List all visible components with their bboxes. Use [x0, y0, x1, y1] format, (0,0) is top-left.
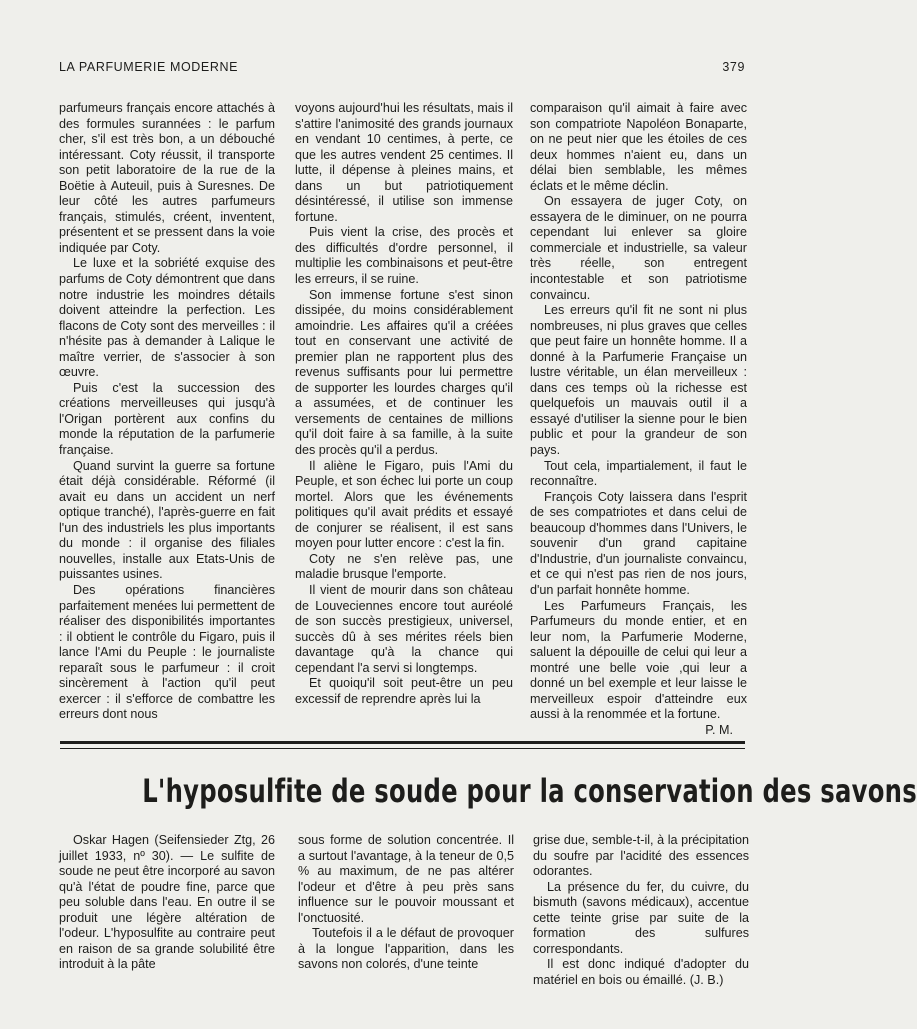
paragraph: Puis vient la crise, des procès et des difficultés d'ordre personnel, il multiplie les combinaisons et peut-être les erreurs, il se ruine. [295, 225, 513, 287]
article2-column-2 [298, 833, 514, 973]
paragraph: La présence du fer, du cuivre, du bismuth (savons médicaux), accentue cette teinte grise par suite de la formation des sulfures correspondants. [533, 879, 749, 956]
paragraph: parfumeurs français encore attachés à des formules surannées : le parfum cher, s'il est très bon, a un débouché intéressant. Coty réussit, il transporte son petit laboratoire de la rue de la Boëtie à Auteuil, puis à Suresnes. De leur côté les autres parfumeurs français, stimulés, créent, inventent, présentent et se pressent dans la voie indiquée par Coty. [59, 101, 275, 255]
divider-thin [60, 748, 745, 749]
journal-title: LA PARFUMERIE MODERNE [59, 60, 239, 74]
divider-thick [60, 741, 745, 744]
paragraph: Coty ne s'en relève pas, une maladie brusque l'emporte. [295, 551, 513, 582]
article2-column-1 [59, 833, 275, 973]
paragraph: Tout cela, impartialement, il faut le reconnaître. [530, 458, 747, 489]
paragraph: Il vient de mourir dans son château de Louveciennes encore tout auréolé de son succès prestigieux, universel, succès dû à ses mérites réels bien davantage qu'à la chance qui cependant l'a servi si longtemps. [295, 582, 513, 675]
paragraph: Les Parfumeurs Français, les Parfumeurs du monde entier, et en leur nom, la Parfumerie Moderne, saluent la dépouille de celui qui leur a montré une belle voie ,qui leur a donné un bel exemple et leur laisse le merveilleux espoir d'atteindre eux aussi à la renommée et la fortune. [530, 598, 747, 722]
paragraph: François Coty laissera dans l'esprit de ses compatriotes et dans celui de beaucoup d'hommes dans l'Univers, le souvenir d'un grand capitaine d'Industrie, d'un journaliste convaincu, et ce qui n'est pas rien de nos jours, d'un parfait honnête homme. [530, 489, 747, 597]
paragraph: sous forme de solution concentrée. Il a surtout l'avantage, à la teneur de 0,5 % au maximum, de ne pas altérer l'odeur et d'être à peu près sans influence sur le pouvoir moussant et l'onctuosité. [298, 833, 514, 925]
paragraph: Son immense fortune s'est sinon dissipée, du moins considérablement amoindrie. Les affaires qu'il a créées tout en conservant une activité de premier plan ne rapportent plus des revenus suffisants pour lui permettre de supporter les lourdes charges qu'il a assumées, et de continuer les versements de centaines de millions qu'il doit faire à sa famille, à la suite des procès qu'il a perdus. [295, 287, 513, 458]
paragraph: Oskar Hagen (Seifensieder Ztg, 26 juillet 1933, nº 30). — Le sulfite de soude ne peut être incorporé au savon qu'à l'état de poudre fine, parce que peu soluble dans l'eau. En outre il se produit une légère altération de l'odeur. L'hyposulfite au contraire peut en raison de sa grande solubilité être introduit à la pâte [59, 833, 275, 972]
running-head [59, 60, 745, 78]
paragraph: Des opérations financières parfaitement menées lui permettent de réaliser des disponibilités importantes : il obtient le contrôle du Figaro, puis il lance l'Ami du Peuple : le journaliste reparaît sous le parfumeur : il croit sincèrement à l'action qu'il peut exercer : il s'efforce de combattre les erreurs dont nous [59, 582, 275, 722]
signature: P. M. [705, 722, 733, 737]
paragraph: Il est donc indiqué d'adopter du matériel en bois ou émaillé. (J. B.) [533, 957, 749, 987]
paragraph: comparaison qu'il aimait à faire avec son compatriote Napoléon Bonaparte, on ne peut nier que les étoiles de ces deux hommes n'aient eu, dans un délai bien semblable, les mêmes éclats et le même déclin. [530, 101, 747, 193]
article1-column-2 [295, 101, 513, 707]
paragraph: voyons aujourd'hui les résultats, mais il s'attire l'animosité des grands journaux en vendant 10 centimes, à perte, ce que les autres vendent 25 centimes. Il lutte, il dépense à pleines mains, et dans un but patriotiquement désintéressé, il utilise son immense fortune. [295, 101, 513, 224]
article2-column-3 [533, 833, 749, 988]
article1-column-3 [530, 101, 747, 738]
paragraph: Il aliène le Figaro, puis l'Ami du Peuple, et son échec lui porte un coup mortel. Alors que les événements politiques qu'il avait prédits et essayé de conjurer se réalisent, il est sans moyen pour lutter encore : c'est la fin. [295, 458, 513, 551]
paragraph: Puis c'est la succession des créations merveilleuses qui jusqu'à l'Origan portèrent aux confins du monde la réputation de la parfumerie française. [59, 380, 275, 458]
article-title: L'hyposulfite de soude pour la conservation des savons [142, 772, 917, 810]
article1-column-1 [59, 101, 275, 723]
paragraph: Quand survint la guerre sa fortune était déjà considérable. Réformé (il avait eu dans un accident un nerf optique tranché), l'après-guerre en fait l'un des industriels les plus importants du monde : il organise des filiales nouvelles, installe aux Etats-Unis de puissantes usines. [59, 458, 275, 582]
paragraph: Les erreurs qu'il fit ne sont ni plus nombreuses, ni plus graves que celles que peut faire un honnête homme. Il a donné à la Parfumerie Française un lustre véritable, un élan merveilleux : dans ces temps où la richesse est quelquefois un mauvais outil il a essayé d'utiliser la sienne pour le bien public et pour la grandeur de son pays. [530, 303, 747, 458]
paragraph: On essayera de juger Coty, on essayera de le diminuer, on ne pourra cependant lui enlever sa gloire commerciale et industrielle, sa valeur très réelle, son entregent incontestable et son patriotisme convaincu. [530, 194, 747, 302]
paragraph: grise due, semble-t-il, à la précipitation du soufre par l'acidité des essences odorantes. [533, 833, 749, 879]
paragraph: Toutefois il a le défaut de provoquer à la longue l'apparition, dans les savons non colorés, d'une teinte [298, 926, 514, 972]
paragraph: Le luxe et la sobriété exquise des parfums de Coty démontrent que dans notre industrie les moindres détails doivent atteindre la perfection. Les flacons de Coty sont des merveilles : il n'hésite pas à demander à Lalique le maître verrier, de s'associer à son œuvre. [59, 256, 275, 380]
page-number: 379 [722, 60, 745, 74]
paragraph: Et quoiqu'il soit peut-être un peu excessif de reprendre après lui la [295, 676, 513, 706]
